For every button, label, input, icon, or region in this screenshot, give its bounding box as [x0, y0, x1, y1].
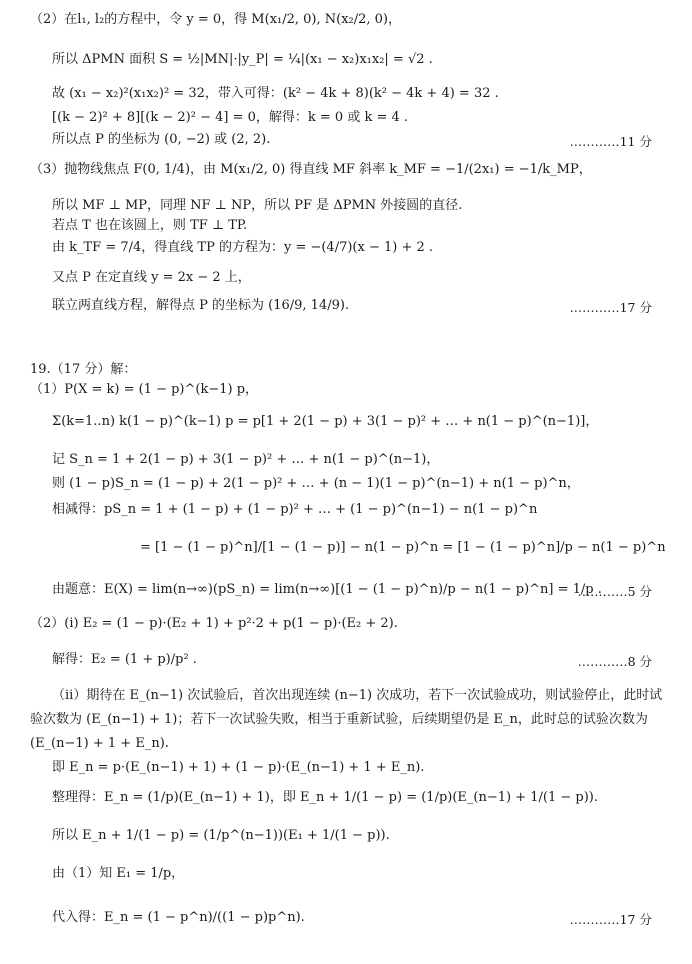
q19-p2-line6: 由（1）知 E₁ = 1/p，: [52, 866, 185, 881]
q19-p1-line5: 相减得：pS_n = 1 + (1 − p) + (1 − p)² + … + (1 − p)^(n−1) − n(1 − p)^n: [52, 502, 538, 517]
part3-line6: 联立两直线方程，解得点 P 的坐标为 (16/9, 14/9).: [52, 298, 350, 313]
part3-line2: 所以 MF ⊥ MP，同理 NF ⊥ NP，所以 PF 是 ΔPMN 外接圆的直径.: [52, 198, 463, 213]
q19-p1-line7: 由题意：E(X) = lim(n→∞)(pS_n) = lim(n→∞)[(1 − (1 − p)^n)/p − n(1 − p)^n] = 1/p .: [52, 582, 602, 597]
part2-line4: [(k − 2)² + 8][(k − 2)² − 4] = 0，解得：k = 0 或 k = 4 .: [52, 110, 409, 125]
q19-p1-line1: （1）P(X = k) = (1 − p)^(k−1) p，: [30, 382, 259, 397]
q19-p2-ii-line2: 验次数为 (E_(n−1) + 1)；若下一次试验失败，相当于重新试验，后续期望仍是 E_n，此时总的试验次数为: [30, 712, 648, 727]
score-mark-11: …………11 分: [569, 134, 652, 149]
q19-p1-line4: 则 (1 − p)S_n = (1 − p) + 2(1 − p)² + … + (n − 1)(1 − p)^(n−1) + n(1 − p)^n，: [52, 476, 580, 491]
q19-p1-line2: Σ(k=1..n) k(1 − p)^(k−1) p = p[1 + 2(1 − p) + 3(1 − p)² + … + n(1 − p)^(n−1)]，: [52, 414, 599, 429]
score-mark-5: …………5 分: [577, 584, 652, 599]
part3-line5: 又点 P 在定直线 y = 2x − 2 上，: [52, 270, 251, 285]
score-mark-17a: …………17 分: [569, 300, 652, 315]
part2-line1: （2）在l₁, l₂的方程中，令 y = 0，得 M(x₁/2, 0), N(x₂/2, 0)，: [30, 12, 402, 27]
part2-line2: 所以 ΔPMN 面积 S = ½|MN|·|y_P| = ¼|(x₁ − x₂)x₁x₂| = √2 .: [52, 52, 433, 67]
score-mark-17b: …………17 分: [569, 912, 652, 927]
q19-p2-line2: 解得：E₂ = (1 + p)/p² .: [52, 652, 197, 667]
q19-p2-ii-line1: （ii）期待在 E_(n−1) 次试验后，首次出现连续 (n−1) 次成功，若下一次试验成功，则试验停止，此时试: [52, 688, 663, 703]
score-mark-8: …………8 分: [577, 654, 652, 669]
q19-p2-line5: 所以 E_n + 1/(1 − p) = (1/p^(n−1))(E₁ + 1/(1 − p)).: [52, 828, 390, 843]
q19-header: 19.（17 分）解：: [30, 362, 137, 377]
q19-p1-line6: = [1 − (1 − p)^n]/[1 − (1 − p)] − n(1 − p)^n = [1 − (1 − p)^n]/p − n(1 − p)^n: [140, 540, 666, 555]
q19-p2-line1: （2）(i) E₂ = (1 − p)·(E₂ + 1) + p²·2 + p(1 − p)·(E₂ + 2).: [30, 616, 398, 631]
q19-p2-line7: 代入得：E_n = (1 − p^n)/((1 − p)p^n).: [52, 910, 305, 925]
part2-line5: 所以点 P 的坐标为 (0, −2) 或 (2, 2).: [52, 132, 271, 147]
part3-line4: 由 k_TF = 7/4，得直线 TP 的方程为：y = −(4/7)(x − 1) + 2 .: [52, 240, 434, 255]
part3-line3: 若点 T 也在该圆上，则 TF ⊥ TP.: [52, 218, 248, 233]
part2-line3: 故 (x₁ − x₂)²(x₁x₂)² = 32，带入可得：(k² − 4k + 8)(k² − 4k + 4) = 32 .: [52, 86, 499, 101]
part3-line1: （3）抛物线焦点 F(0, 1/4)，由 M(x₁/2, 0) 得直线 MF 斜率 k_MF = −1/(2x₁) = −1/k_MP，: [30, 162, 592, 177]
q19-p1-line3: 记 S_n = 1 + 2(1 − p) + 3(1 − p)² + … + n(1 − p)^(n−1)，: [52, 452, 440, 467]
q19-p2-ii-line3: (E_(n−1) + 1 + E_n).: [30, 736, 169, 751]
q19-p2-line3: 即 E_n = p·(E_(n−1) + 1) + (1 − p)·(E_(n−1) + 1 + E_n).: [52, 760, 425, 775]
q19-p2-line4: 整理得：E_n = (1/p)(E_(n−1) + 1)，即 E_n + 1/(1 − p) = (1/p)(E_(n−1) + 1/(1 − p)).: [52, 790, 598, 805]
